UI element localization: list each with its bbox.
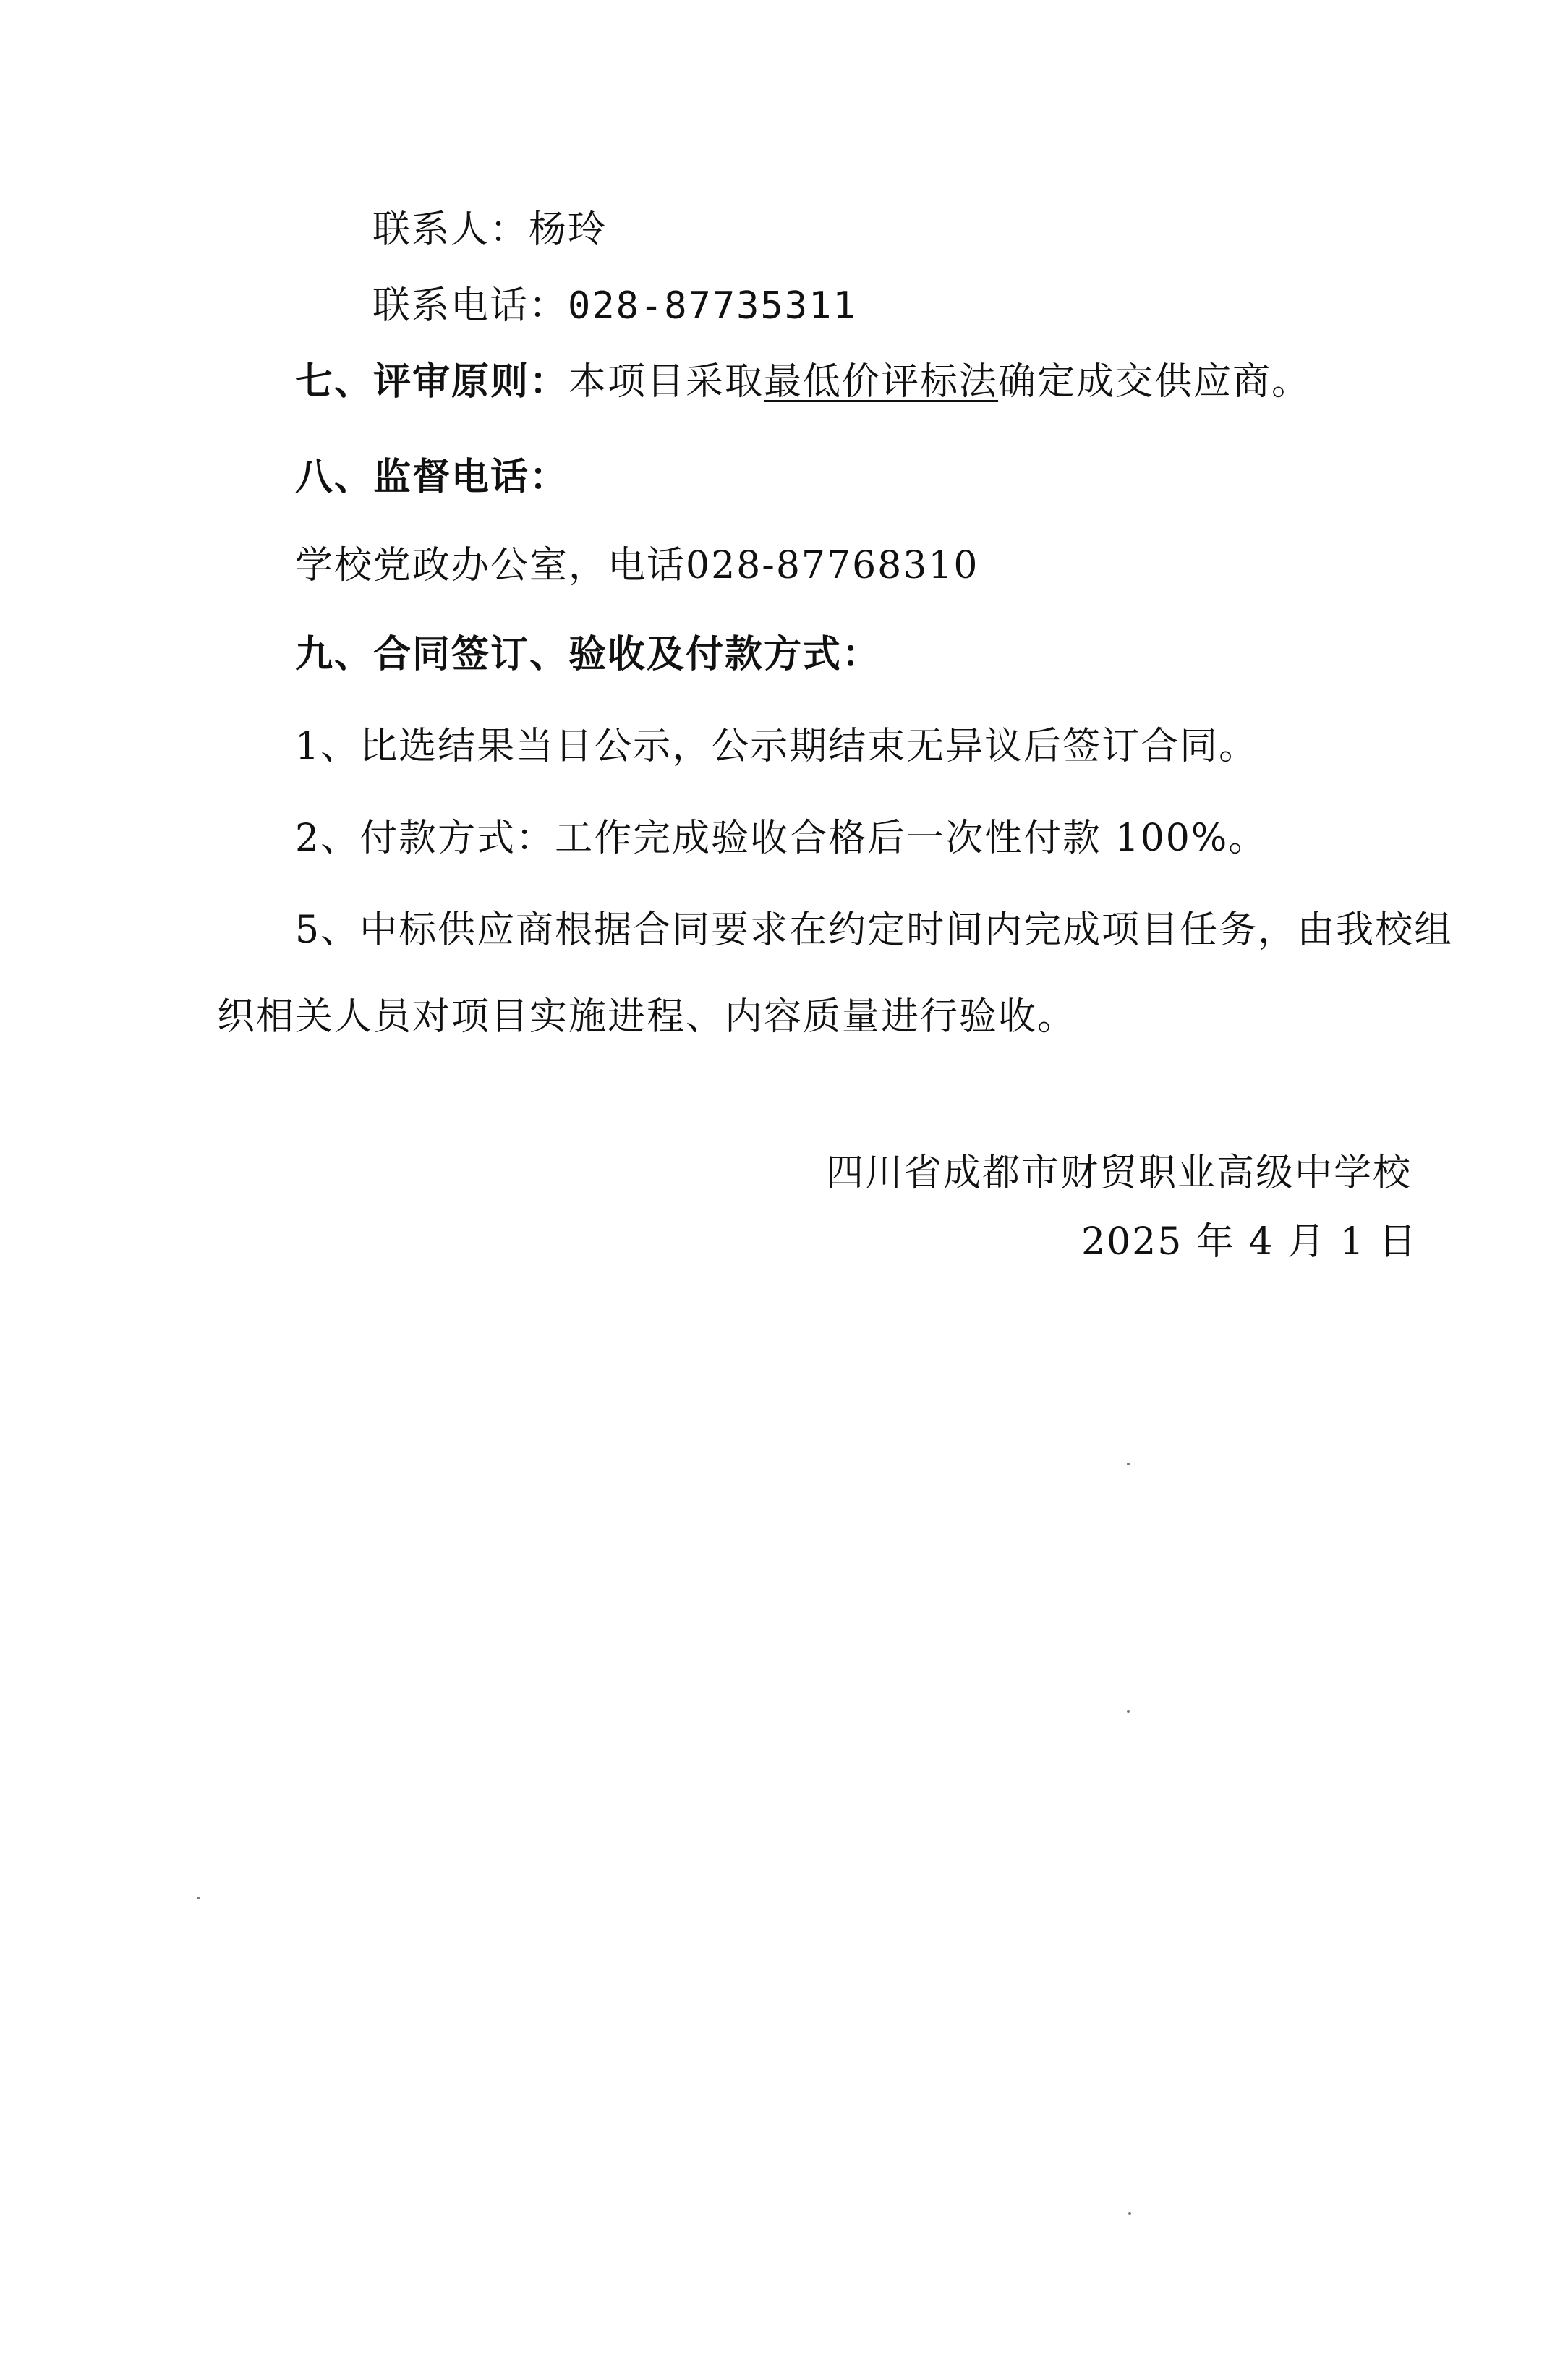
evaluation-text-after: 确定成交供应商。 xyxy=(998,360,1311,404)
contact-phone-label: 联系电话： xyxy=(372,284,568,328)
office-phone-line xyxy=(295,543,979,589)
scan-speck xyxy=(197,1897,200,1899)
supervision-heading: 八、监督电话： xyxy=(295,455,569,499)
contract-item-2: 2、付款方式：工作完成验收合格后一次性付款 100%。 xyxy=(295,817,1268,860)
contact-person-line xyxy=(372,207,607,253)
office-text: 学校党政办公室，电话 xyxy=(295,544,686,587)
evaluation-text-before: 本项目采取 xyxy=(568,360,764,404)
office-phone-number: 028-87768310 xyxy=(686,544,979,587)
scan-speck xyxy=(1127,1710,1130,1713)
contract-item-5-line-1: 5、中标供应商根据合同要求在约定时间内完成项目任务，由我校组 xyxy=(295,909,1454,952)
contact-person-name: 杨玲 xyxy=(529,208,608,252)
scan-speck xyxy=(1127,1463,1130,1465)
evaluation-line xyxy=(295,359,1311,405)
contact-phone-number: 028-87735311 xyxy=(568,284,857,328)
signature-date: 2025 年 4 月 1 日 xyxy=(1081,1220,1418,1264)
contact-person-label: 联系人： xyxy=(372,208,529,252)
contact-phone-line xyxy=(372,283,857,329)
evaluation-heading: 七、评审原则： xyxy=(295,359,569,404)
contract-item-5-line-2: 织相关人员对项目实施进程、内容质量进行验收。 xyxy=(217,995,1077,1039)
contract-heading: 九、合同签订、验收及付款方式： xyxy=(295,632,882,676)
evaluation-method: 最低价评标法 xyxy=(764,360,999,404)
contract-item-1: 1、比选结果当日公示，公示期结束无异议后签订合同。 xyxy=(295,725,1258,768)
scan-speck xyxy=(1128,2212,1131,2215)
signature-organization: 四川省成都市财贸职业高级中学校 xyxy=(826,1152,1413,1195)
